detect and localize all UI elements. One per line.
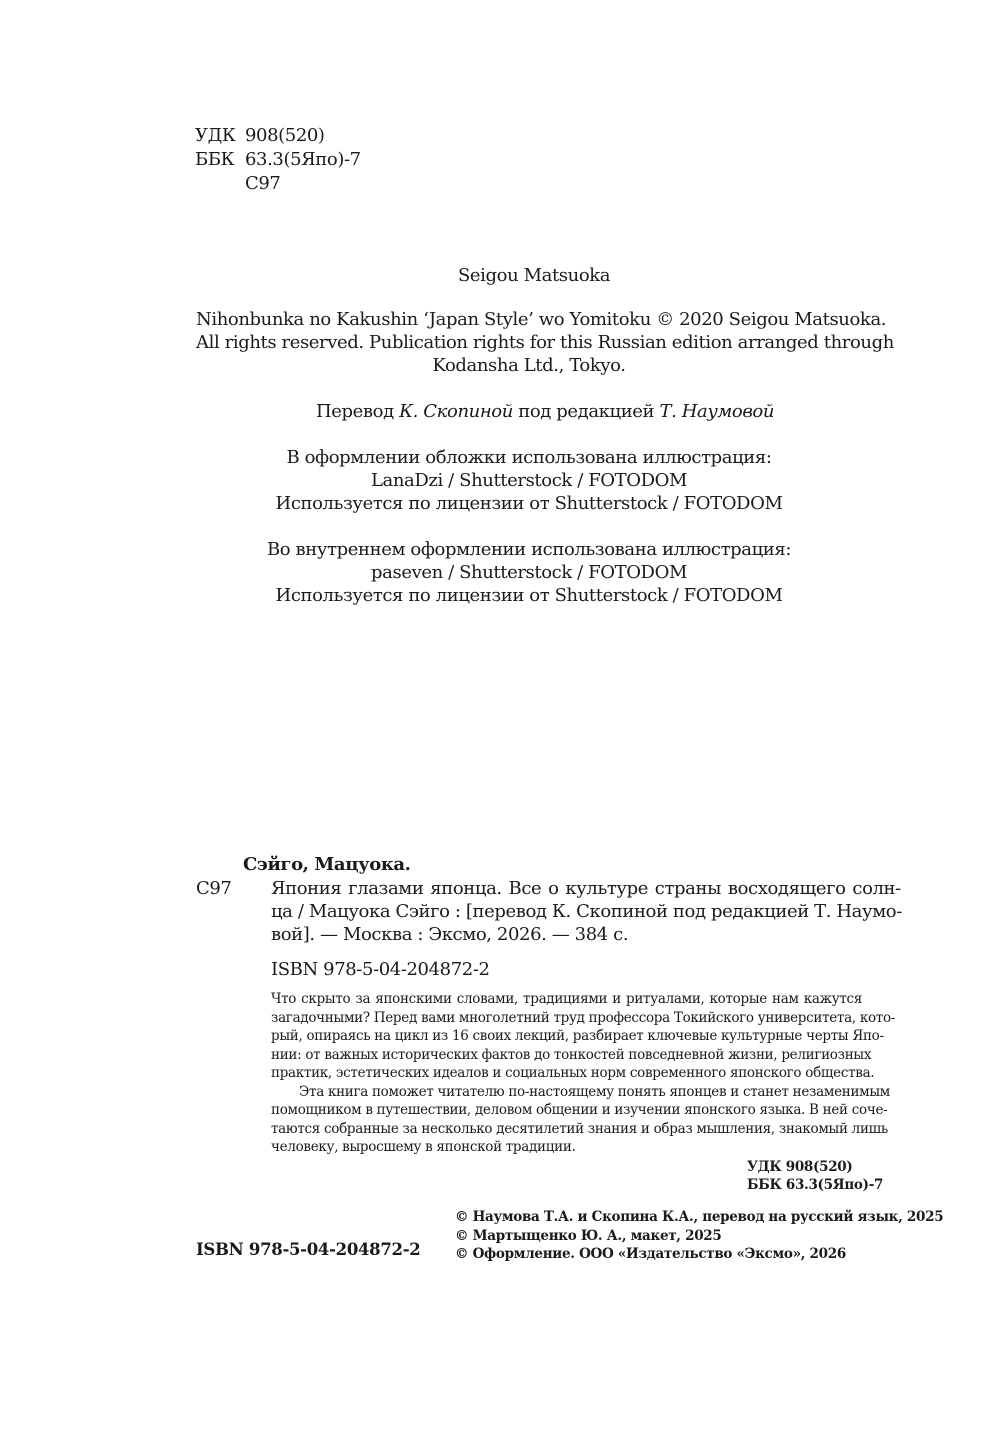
footer-bbk: ББК 63.3(5Япо)-7 (747, 1177, 884, 1193)
copyright-line: © Наумова Т.А. и Скопина К.А., перевод на русский язык, 2025 (455, 1209, 944, 1225)
udk-value: 908(520) (245, 125, 325, 146)
annotation-line: таются собранные за несколько десятилетий знания и образ мышления, знакомый лишь (271, 1120, 888, 1137)
annotation-line: загадочными? Перед вами многолетний труд профессора Токийского университета, кото- (271, 1009, 896, 1026)
catalog-entry-line: вой]. — Москва : Эксмо, 2026. — 384 с. (271, 924, 629, 945)
annotation-line: Что скрыто за японскими словами, традициями и ритуалами, которые нам кажутся (271, 991, 862, 1007)
catalog-entry-text: ца / Мацуока Сэйго : [перевод К. Скопиной под редакцией Т. Наумо- (271, 901, 902, 922)
copyright-line: © Оформление. ООО «Издательство «Эксмо», 2026 (455, 1246, 846, 1262)
credit-line: В оформлении обложки использована иллюстрация: (286, 447, 772, 468)
udk-label: УДК (195, 125, 236, 146)
annotation-line: помощником в путешествии, деловом общении и изучении японского языка. В ней соче- (271, 1102, 888, 1118)
catalog-entry-text: Япония глазами японца. Все о культуре страны восходящего солн- (271, 878, 901, 899)
bbk-value: 63.3(5Япо)-7 (245, 149, 361, 170)
catalog-isbn: ISBN 978-5-04-204872-2 (271, 959, 490, 980)
footer-copyrights (455, 1208, 943, 1264)
translation-prefix: Перевод (316, 401, 400, 422)
catalog-heading: Сэйго, Мацуока. (243, 854, 411, 875)
catalog-entry-line (271, 877, 901, 900)
translation-middle: под редакцией (512, 401, 660, 422)
translator-name: К. Скопиной (399, 401, 513, 422)
footer-udk: УДК 908(520) (747, 1159, 853, 1175)
annotation-line: человеку, выросшему в японской традиции. (271, 1139, 576, 1155)
credit-line: Используется по лицензии от Shutterstock / FOTODOM (275, 493, 783, 514)
annotation-line: практик, эстетических идеалов и социальных норм современного японского общества. (271, 1065, 875, 1081)
copyright-line: Kodansha Ltd., Tokyo. (432, 355, 626, 376)
bbk-label: ББК (195, 149, 235, 170)
credit-line: Во внутреннем оформлении использована иллюстрация: (266, 539, 792, 560)
catalog-entry-line (271, 900, 902, 923)
author-mark: С97 (245, 173, 281, 194)
interior-illustration-credit (266, 538, 792, 607)
cover-illustration-credit (266, 446, 792, 515)
catalog-mark: С97 (196, 878, 232, 899)
copyright-line: Nihonbunka no Kakushin ‘Japan Style’ wo Yomitoku © 2020 Seigou Matsuoka. (196, 309, 887, 330)
catalog-entry (271, 877, 902, 946)
credit-line: Используется по лицензии от Shutterstock / FOTODOM (275, 585, 783, 606)
copyright-line: All rights reserved. Publication rights for this Russian edition arranged through (196, 332, 894, 353)
author-name: Seigou Matsuoka (458, 265, 611, 286)
annotation-line: нии: от важных исторических фактов до тонкостей повседневной жизни, религиозных (271, 1046, 872, 1063)
translation-credit (316, 400, 774, 423)
editor-name: Т. Наумовой (659, 401, 775, 422)
annotation-line: Эта книга поможет читателю по-настоящему понять японцев и станет незаменимым (299, 1083, 891, 1100)
credit-line: paseven / Shutterstock / FOTODOM (371, 562, 687, 583)
copyright-notice (196, 308, 894, 377)
annotation (271, 990, 896, 1157)
annotation-line: рый, опираясь на цикл из 16 своих лекций, разбирает ключевые культурные черты Япо- (271, 1028, 884, 1044)
footer-isbn: ISBN 978-5-04-204872-2 (196, 1240, 421, 1259)
copyright-line: © Мартыщенко Ю. А., макет, 2025 (455, 1227, 722, 1244)
credit-line: LanaDzi / Shutterstock / FOTODOM (370, 470, 688, 491)
